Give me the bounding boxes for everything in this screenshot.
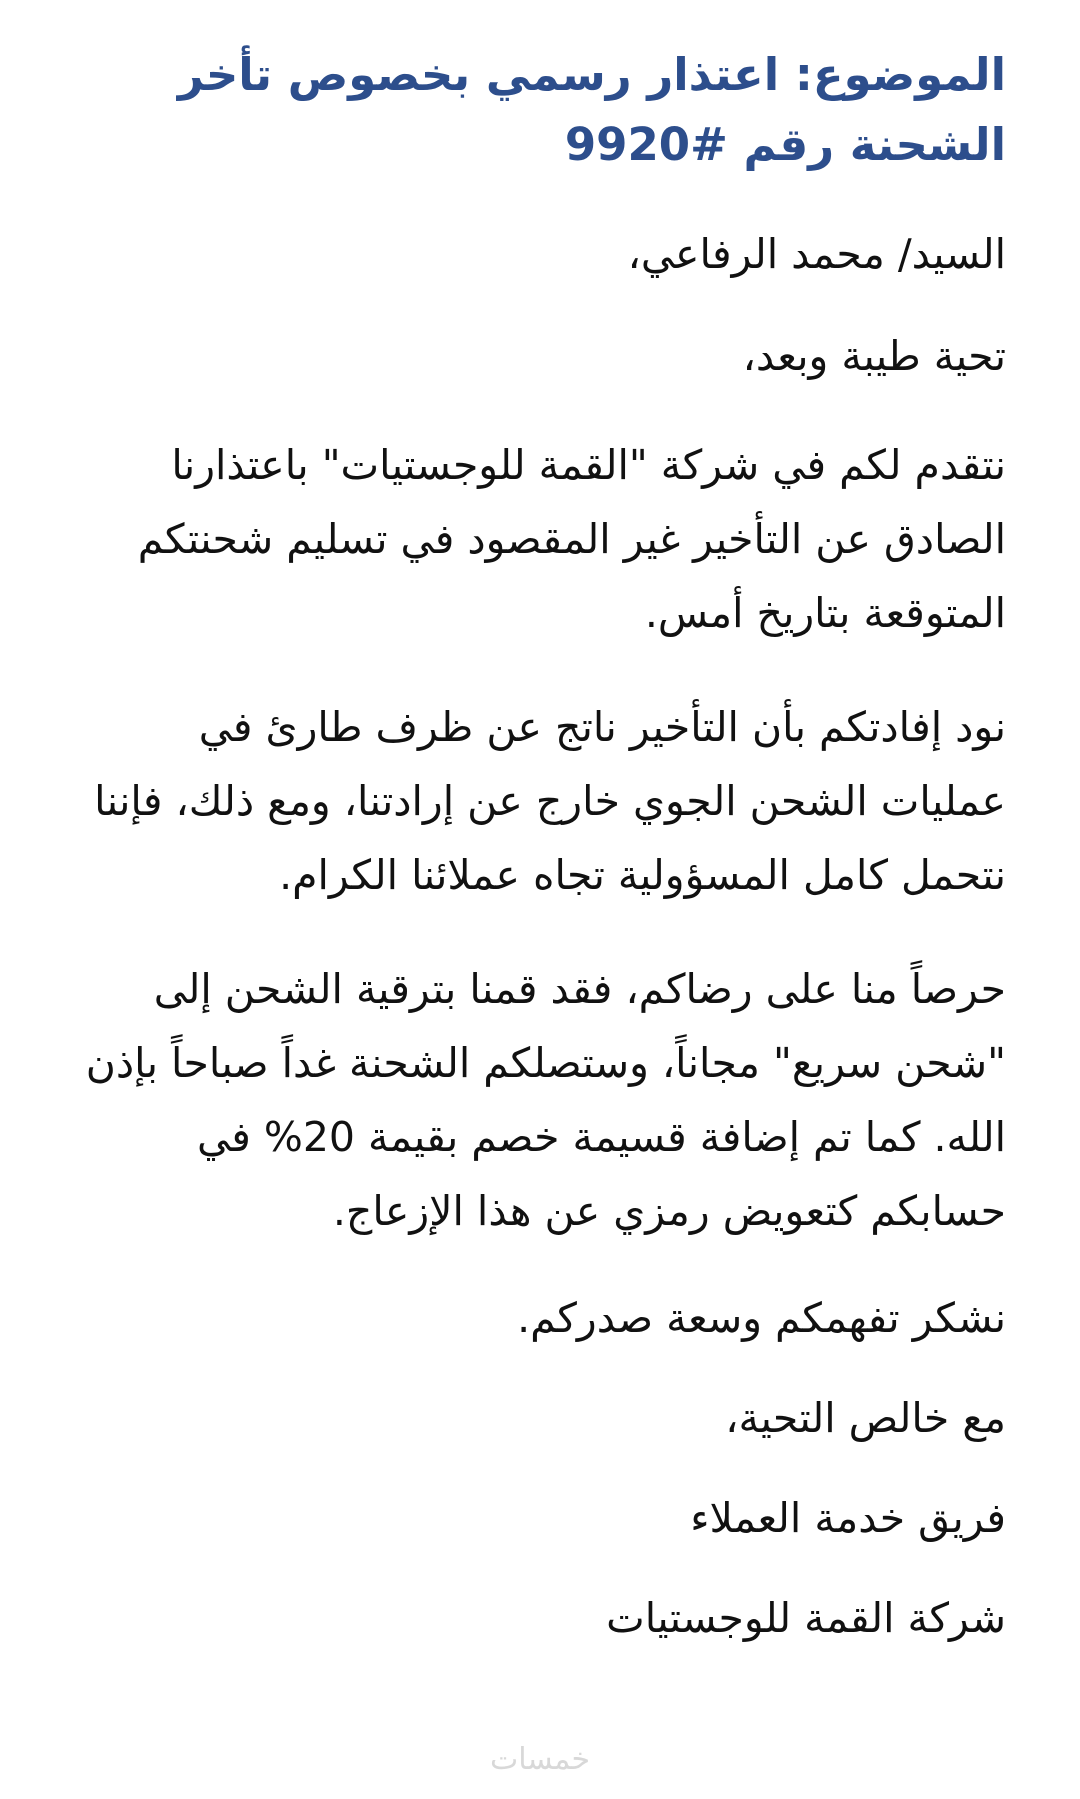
letter-paragraph-reason: نود إفادتكم بأن التأخير ناتج عن ظرف طارئ في عمليات الشحن الجوي خارج عن إرادتنا، ومع ذلك، فإننا نتحمل كامل المسؤولية تجاه عملائنا الكرام.	[94, 703, 1006, 899]
signature-team: فريق خدمة العملاء	[690, 1494, 1006, 1542]
letter-salutation: السيد/ محمد الرفاعي،	[627, 230, 1006, 278]
letter-subject: الموضوع: اعتذار رسمي بخصوص تأخر الشحنة رقم #9920	[177, 48, 1006, 171]
letter-closing: مع خالص التحية،	[725, 1394, 1006, 1442]
letter-greeting: تحية طيبة وبعد،	[742, 332, 1006, 380]
letter-paragraph-apology: نتقدم لكم في شركة "القمة للوجستيات" باعتذارنا الصادق عن التأخير غير المقصود في تسليم شحنتكم المتوقعة بتاريخ أمس.	[137, 441, 1006, 637]
letter-paragraph-thanks: نشكر تفهمكم وسعة صدركم.	[517, 1294, 1006, 1342]
signature-company: شركة القمة للوجستيات	[606, 1594, 1006, 1642]
letter-paragraph-compensation: حرصاً منا على رضاكم، فقد قمنا بترقية الشحن إلى "شحن سريع" مجاناً، وستصلكم الشحنة غداً صباحاً بإذن الله. كما تم إضافة قسيمة خصم بقيمة 20% في حسابكم كتعويض رمزي عن هذا الإزعاج.	[85, 965, 1006, 1235]
watermark-logo: خمسات	[489, 1742, 591, 1777]
